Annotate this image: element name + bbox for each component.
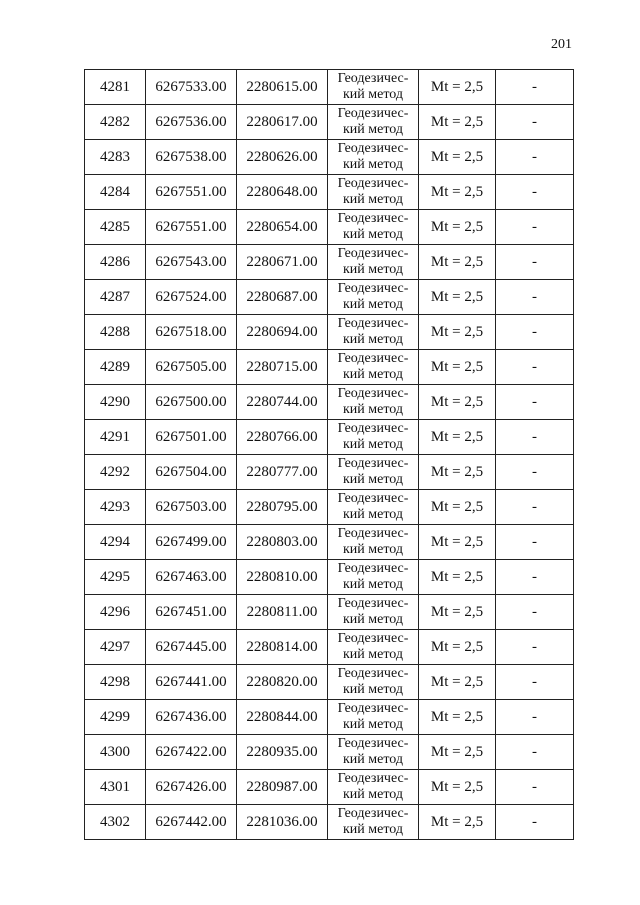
- note-cell: -: [496, 210, 574, 245]
- note-cell: -: [496, 105, 574, 140]
- note-cell: -: [496, 595, 574, 630]
- method-cell: [328, 210, 419, 245]
- method-line-1: Геодезичес-: [337, 211, 409, 226]
- table-row: [85, 560, 574, 595]
- method-cell: [328, 595, 419, 630]
- y-coordinate-cell: 2280617.00: [237, 105, 328, 140]
- method-cell: [328, 350, 419, 385]
- point-number-cell: 4302: [85, 805, 146, 840]
- method-cell: [328, 630, 419, 665]
- x-coordinate-cell: 6267501.00: [146, 420, 237, 455]
- table-row: [85, 420, 574, 455]
- accuracy-cell: Mt = 2,5: [419, 350, 496, 385]
- point-number-cell: 4286: [85, 245, 146, 280]
- coordinates-table: [84, 69, 574, 840]
- x-coordinate-cell: 6267551.00: [146, 175, 237, 210]
- note-cell: -: [496, 70, 574, 105]
- accuracy-cell: Mt = 2,5: [419, 385, 496, 420]
- y-coordinate-cell: 2280671.00: [237, 245, 328, 280]
- y-coordinate-cell: 2280811.00: [237, 595, 328, 630]
- coordinates-table-body: [85, 70, 574, 840]
- y-coordinate-cell: 2280803.00: [237, 525, 328, 560]
- table-row: [85, 210, 574, 245]
- note-cell: -: [496, 420, 574, 455]
- accuracy-cell: Mt = 2,5: [419, 420, 496, 455]
- y-coordinate-cell: 2280987.00: [237, 770, 328, 805]
- method-line-1: Геодезичес-: [337, 736, 409, 751]
- x-coordinate-cell: 6267524.00: [146, 280, 237, 315]
- accuracy-cell: Mt = 2,5: [419, 595, 496, 630]
- table-row: [85, 665, 574, 700]
- point-number-cell: 4285: [85, 210, 146, 245]
- method-cell: [328, 140, 419, 175]
- y-coordinate-cell: 2280820.00: [237, 665, 328, 700]
- accuracy-cell: Mt = 2,5: [419, 280, 496, 315]
- method-line-1: Геодезичес-: [337, 561, 409, 576]
- x-coordinate-cell: 6267543.00: [146, 245, 237, 280]
- note-cell: -: [496, 735, 574, 770]
- note-cell: -: [496, 245, 574, 280]
- method-line-2: кий метод: [342, 682, 403, 697]
- x-coordinate-cell: 6267426.00: [146, 770, 237, 805]
- y-coordinate-cell: 2280935.00: [237, 735, 328, 770]
- x-coordinate-cell: 6267445.00: [146, 630, 237, 665]
- table-row: [85, 385, 574, 420]
- point-number-cell: 4289: [85, 350, 146, 385]
- table-row: [85, 525, 574, 560]
- point-number-cell: 4299: [85, 700, 146, 735]
- table-row: [85, 595, 574, 630]
- method-cell: [328, 490, 419, 525]
- method-line-1: Геодезичес-: [337, 281, 409, 296]
- x-coordinate-cell: 6267536.00: [146, 105, 237, 140]
- method-cell: [328, 735, 419, 770]
- x-coordinate-cell: 6267463.00: [146, 560, 237, 595]
- x-coordinate-cell: 6267551.00: [146, 210, 237, 245]
- method-cell: [328, 105, 419, 140]
- y-coordinate-cell: 2280777.00: [237, 455, 328, 490]
- point-number-cell: 4293: [85, 490, 146, 525]
- point-number-cell: 4288: [85, 315, 146, 350]
- method-line-1: Геодезичес-: [337, 701, 409, 716]
- point-number-cell: 4287: [85, 280, 146, 315]
- accuracy-cell: Mt = 2,5: [419, 70, 496, 105]
- y-coordinate-cell: 2280615.00: [237, 70, 328, 105]
- method-line-1: Геодезичес-: [337, 141, 409, 156]
- method-line-2: кий метод: [342, 542, 403, 557]
- note-cell: -: [496, 560, 574, 595]
- y-coordinate-cell: 2281036.00: [237, 805, 328, 840]
- method-cell: [328, 805, 419, 840]
- y-coordinate-cell: 2280744.00: [237, 385, 328, 420]
- point-number-cell: 4281: [85, 70, 146, 105]
- method-line-2: кий метод: [342, 437, 403, 452]
- table-row: [85, 770, 574, 805]
- method-line-1: Геодезичес-: [337, 491, 409, 506]
- point-number-cell: 4301: [85, 770, 146, 805]
- y-coordinate-cell: 2280766.00: [237, 420, 328, 455]
- method-cell: [328, 770, 419, 805]
- accuracy-cell: Mt = 2,5: [419, 630, 496, 665]
- accuracy-cell: Mt = 2,5: [419, 210, 496, 245]
- method-line-2: кий метод: [342, 367, 403, 382]
- method-line-2: кий метод: [342, 752, 403, 767]
- method-cell: [328, 280, 419, 315]
- method-line-1: Геодезичес-: [337, 631, 409, 646]
- method-line-2: кий метод: [342, 822, 403, 837]
- method-cell: [328, 665, 419, 700]
- accuracy-cell: Mt = 2,5: [419, 735, 496, 770]
- note-cell: -: [496, 665, 574, 700]
- method-line-2: кий метод: [342, 227, 403, 242]
- accuracy-cell: Mt = 2,5: [419, 700, 496, 735]
- method-cell: [328, 455, 419, 490]
- table-row: [85, 630, 574, 665]
- method-line-2: кий метод: [342, 122, 403, 137]
- method-cell: [328, 560, 419, 595]
- method-line-1: Геодезичес-: [337, 456, 409, 471]
- method-line-1: Геодезичес-: [337, 596, 409, 611]
- x-coordinate-cell: 6267538.00: [146, 140, 237, 175]
- page-number: 201: [551, 37, 572, 52]
- method-line-2: кий метод: [342, 297, 403, 312]
- y-coordinate-cell: 2280814.00: [237, 630, 328, 665]
- method-cell: [328, 175, 419, 210]
- y-coordinate-cell: 2280810.00: [237, 560, 328, 595]
- y-coordinate-cell: 2280648.00: [237, 175, 328, 210]
- table-row: [85, 280, 574, 315]
- method-line-2: кий метод: [342, 87, 403, 102]
- method-line-1: Геодезичес-: [337, 771, 409, 786]
- table-row: [85, 455, 574, 490]
- y-coordinate-cell: 2280654.00: [237, 210, 328, 245]
- method-line-2: кий метод: [342, 332, 403, 347]
- table-row: [85, 140, 574, 175]
- point-number-cell: 4291: [85, 420, 146, 455]
- method-cell: [328, 420, 419, 455]
- method-line-2: кий метод: [342, 507, 403, 522]
- method-line-1: Геодезичес-: [337, 526, 409, 541]
- y-coordinate-cell: 2280694.00: [237, 315, 328, 350]
- x-coordinate-cell: 6267504.00: [146, 455, 237, 490]
- method-line-2: кий метод: [342, 402, 403, 417]
- y-coordinate-cell: 2280844.00: [237, 700, 328, 735]
- method-line-1: Геодезичес-: [337, 351, 409, 366]
- x-coordinate-cell: 6267436.00: [146, 700, 237, 735]
- method-line-1: Геодезичес-: [337, 386, 409, 401]
- method-line-2: кий метод: [342, 192, 403, 207]
- table-row: [85, 175, 574, 210]
- method-line-1: Геодезичес-: [337, 666, 409, 681]
- method-line-1: Геодезичес-: [337, 106, 409, 121]
- table-row: [85, 490, 574, 525]
- y-coordinate-cell: 2280715.00: [237, 350, 328, 385]
- accuracy-cell: Mt = 2,5: [419, 805, 496, 840]
- y-coordinate-cell: 2280795.00: [237, 490, 328, 525]
- method-line-2: кий метод: [342, 262, 403, 277]
- table-row: [85, 245, 574, 280]
- x-coordinate-cell: 6267499.00: [146, 525, 237, 560]
- x-coordinate-cell: 6267505.00: [146, 350, 237, 385]
- point-number-cell: 4298: [85, 665, 146, 700]
- method-line-2: кий метод: [342, 717, 403, 732]
- note-cell: -: [496, 490, 574, 525]
- table-row: [85, 700, 574, 735]
- table-row: [85, 70, 574, 105]
- method-cell: [328, 525, 419, 560]
- note-cell: -: [496, 525, 574, 560]
- point-number-cell: 4297: [85, 630, 146, 665]
- point-number-cell: 4300: [85, 735, 146, 770]
- method-line-1: Геодезичес-: [337, 316, 409, 331]
- method-line-1: Геодезичес-: [337, 176, 409, 191]
- accuracy-cell: Mt = 2,5: [419, 770, 496, 805]
- x-coordinate-cell: 6267451.00: [146, 595, 237, 630]
- method-line-2: кий метод: [342, 787, 403, 802]
- note-cell: -: [496, 280, 574, 315]
- x-coordinate-cell: 6267533.00: [146, 70, 237, 105]
- method-line-1: Геодезичес-: [337, 806, 409, 821]
- point-number-cell: 4282: [85, 105, 146, 140]
- point-number-cell: 4294: [85, 525, 146, 560]
- method-line-2: кий метод: [342, 157, 403, 172]
- note-cell: -: [496, 805, 574, 840]
- note-cell: -: [496, 385, 574, 420]
- point-number-cell: 4295: [85, 560, 146, 595]
- method-line-1: Геодезичес-: [337, 421, 409, 436]
- method-line-2: кий метод: [342, 472, 403, 487]
- note-cell: -: [496, 700, 574, 735]
- point-number-cell: 4296: [85, 595, 146, 630]
- point-number-cell: 4283: [85, 140, 146, 175]
- method-cell: [328, 70, 419, 105]
- note-cell: -: [496, 630, 574, 665]
- accuracy-cell: Mt = 2,5: [419, 140, 496, 175]
- accuracy-cell: Mt = 2,5: [419, 245, 496, 280]
- accuracy-cell: Mt = 2,5: [419, 175, 496, 210]
- method-line-2: кий метод: [342, 612, 403, 627]
- method-line-2: кий метод: [342, 647, 403, 662]
- accuracy-cell: Mt = 2,5: [419, 490, 496, 525]
- x-coordinate-cell: 6267500.00: [146, 385, 237, 420]
- note-cell: -: [496, 455, 574, 490]
- note-cell: -: [496, 770, 574, 805]
- note-cell: -: [496, 175, 574, 210]
- method-cell: [328, 315, 419, 350]
- table-row: [85, 350, 574, 385]
- x-coordinate-cell: 6267518.00: [146, 315, 237, 350]
- table-row: [85, 805, 574, 840]
- note-cell: -: [496, 350, 574, 385]
- point-number-cell: 4284: [85, 175, 146, 210]
- method-cell: [328, 385, 419, 420]
- x-coordinate-cell: 6267422.00: [146, 735, 237, 770]
- accuracy-cell: Mt = 2,5: [419, 525, 496, 560]
- x-coordinate-cell: 6267441.00: [146, 665, 237, 700]
- y-coordinate-cell: 2280687.00: [237, 280, 328, 315]
- method-line-1: Геодезичес-: [337, 246, 409, 261]
- method-line-1: Геодезичес-: [337, 71, 409, 86]
- accuracy-cell: Mt = 2,5: [419, 665, 496, 700]
- method-line-2: кий метод: [342, 577, 403, 592]
- table-row: [85, 105, 574, 140]
- method-cell: [328, 245, 419, 280]
- accuracy-cell: Mt = 2,5: [419, 315, 496, 350]
- accuracy-cell: Mt = 2,5: [419, 105, 496, 140]
- x-coordinate-cell: 6267503.00: [146, 490, 237, 525]
- x-coordinate-cell: 6267442.00: [146, 805, 237, 840]
- accuracy-cell: Mt = 2,5: [419, 560, 496, 595]
- y-coordinate-cell: 2280626.00: [237, 140, 328, 175]
- accuracy-cell: Mt = 2,5: [419, 455, 496, 490]
- point-number-cell: 4292: [85, 455, 146, 490]
- point-number-cell: 4290: [85, 385, 146, 420]
- note-cell: -: [496, 315, 574, 350]
- method-cell: [328, 700, 419, 735]
- note-cell: -: [496, 140, 574, 175]
- table-row: [85, 315, 574, 350]
- table-row: [85, 735, 574, 770]
